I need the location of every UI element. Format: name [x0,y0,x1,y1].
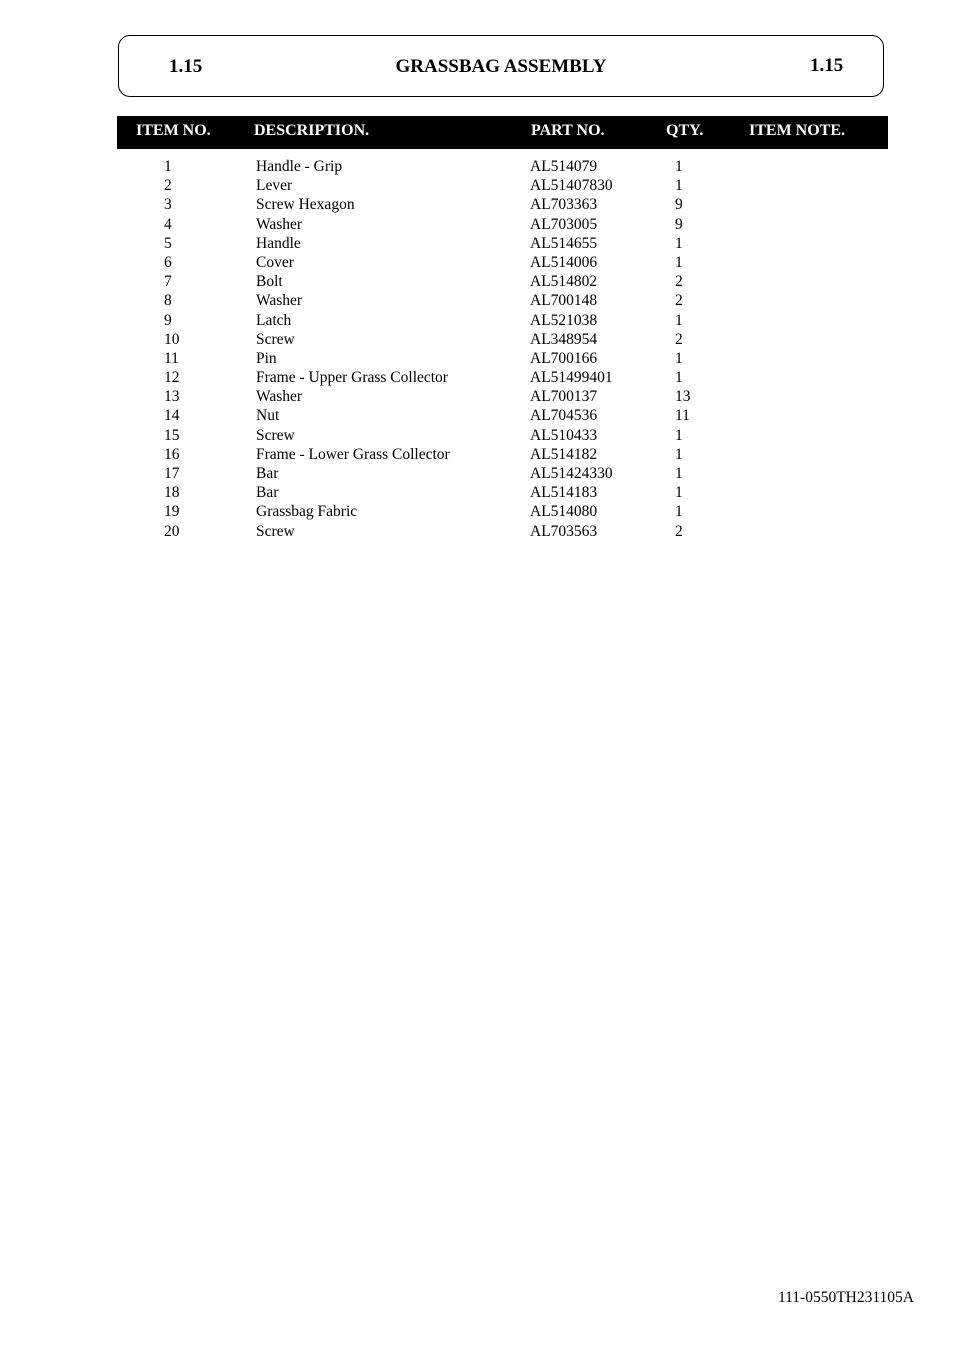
table-row [0,311,954,330]
item-no-cell: 9 [164,311,172,329]
qty-cell: 1 [675,465,683,482]
description-cell: Washer [256,215,303,233]
item-no-cell: 16 [164,445,180,463]
item-no-cell: 14 [164,407,180,425]
part-no-cell: AL510433 [530,426,598,444]
part-no-cell: AL514006 [530,253,598,271]
qty-cell: 1 [675,484,683,502]
part-no-cell: AL703363 [530,196,598,214]
table-row [0,176,954,195]
parts-table-body [0,157,954,541]
part-no-cell: AL51424330 [530,465,613,482]
description-cell: Bar [256,465,279,482]
part-no-cell: AL704536 [530,407,598,425]
table-row [0,502,954,521]
qty-cell: 1 [675,426,683,444]
item-no-cell: 2 [164,177,172,195]
description-cell: Handle - Grip [256,158,343,175]
part-no-cell: AL514802 [530,273,598,291]
section-number-left: 1.15 [169,56,203,77]
qty-cell: 2 [675,292,683,310]
table-row [0,387,954,406]
qty-cell: 1 [675,234,683,252]
table-row [0,234,954,253]
table-row [0,522,954,541]
item-no-cell: 1 [164,158,172,175]
item-no-cell: 17 [164,465,180,482]
description-cell: Screw [256,522,295,540]
table-row [0,272,954,291]
qty-cell: 1 [675,503,683,521]
item-no-cell: 3 [164,196,172,214]
description-cell: Washer [256,292,303,310]
description-cell: Pin [256,349,277,367]
header-qty: QTY. [666,122,704,139]
item-no-cell: 19 [164,503,180,521]
qty-cell: 9 [675,215,683,233]
item-no-cell: 5 [164,234,172,252]
document-code: 111-0550TH231105A [777,1289,914,1306]
part-no-cell: AL514080 [530,503,598,521]
item-no-cell: 11 [164,349,179,367]
qty-cell: 1 [675,177,683,195]
table-row [0,406,954,425]
part-no-cell: AL700137 [530,388,598,406]
part-no-cell: AL514655 [530,234,598,252]
table-row [0,157,954,176]
qty-cell: 1 [675,349,683,367]
description-cell: Screw [256,426,295,444]
qty-cell: 1 [675,369,683,387]
qty-cell: 9 [675,196,683,214]
qty-cell: 2 [675,330,683,348]
item-no-cell: 12 [164,369,180,387]
item-no-cell: 7 [164,273,172,291]
table-row [0,253,954,272]
description-cell: Cover [256,253,294,271]
table-row [0,291,954,310]
item-no-cell: 18 [164,484,180,502]
description-cell: Latch [256,311,292,329]
section-title: GRASSBAG ASSEMBLY [395,56,607,77]
section-number-right: 1.15 [810,55,844,76]
qty-cell: 11 [675,407,690,425]
header-item-note: ITEM NOTE. [749,122,846,139]
item-no-cell: 6 [164,253,172,271]
part-no-cell: AL700166 [530,349,598,367]
description-cell: Lever [256,177,293,195]
header-item-no: ITEM NO. [136,122,211,139]
part-no-cell: AL514079 [530,158,598,175]
qty-cell: 1 [675,253,683,271]
item-no-cell: 13 [164,388,180,406]
header-description: DESCRIPTION. [254,122,370,139]
item-no-cell: 4 [164,215,172,233]
qty-cell: 1 [675,158,683,175]
item-no-cell: 8 [164,292,172,310]
part-no-cell: AL521038 [530,311,598,329]
table-header [117,116,888,149]
table-row [0,195,954,214]
table-row [0,445,954,464]
qty-cell: 1 [675,445,683,463]
part-no-cell: AL703563 [530,522,598,540]
description-cell: Bar [256,484,279,502]
description-cell: Bolt [256,273,283,291]
description-cell: Grassbag Fabric [256,503,358,521]
description-cell: Washer [256,388,303,406]
part-no-cell: AL51407830 [530,177,613,195]
header-part-no: PART NO. [531,122,605,139]
description-cell: Frame - Lower Grass Collector [256,445,450,463]
item-no-cell: 20 [164,522,180,540]
part-no-cell: AL514182 [530,445,598,463]
part-no-cell: AL703005 [530,215,598,233]
part-no-cell: AL700148 [530,292,598,310]
section-title-box [118,35,884,97]
table-row [0,368,954,387]
description-cell: Nut [256,407,280,425]
description-cell: Screw [256,330,295,348]
table-row [0,426,954,445]
description-cell: Screw Hexagon [256,196,355,214]
item-no-cell: 15 [164,426,180,444]
item-no-cell: 10 [164,330,180,348]
table-row [0,215,954,234]
part-no-cell: AL348954 [530,330,598,348]
qty-cell: 1 [675,311,683,329]
description-cell: Handle [256,234,301,252]
qty-cell: 2 [675,273,683,291]
table-row [0,349,954,368]
part-no-cell: AL51499401 [530,369,613,387]
table-row [0,330,954,349]
qty-cell: 13 [675,388,691,406]
description-cell: Frame - Upper Grass Collector [256,369,448,387]
qty-cell: 2 [675,522,683,540]
table-row [0,464,954,483]
part-no-cell: AL514183 [530,484,598,502]
table-row [0,483,954,502]
